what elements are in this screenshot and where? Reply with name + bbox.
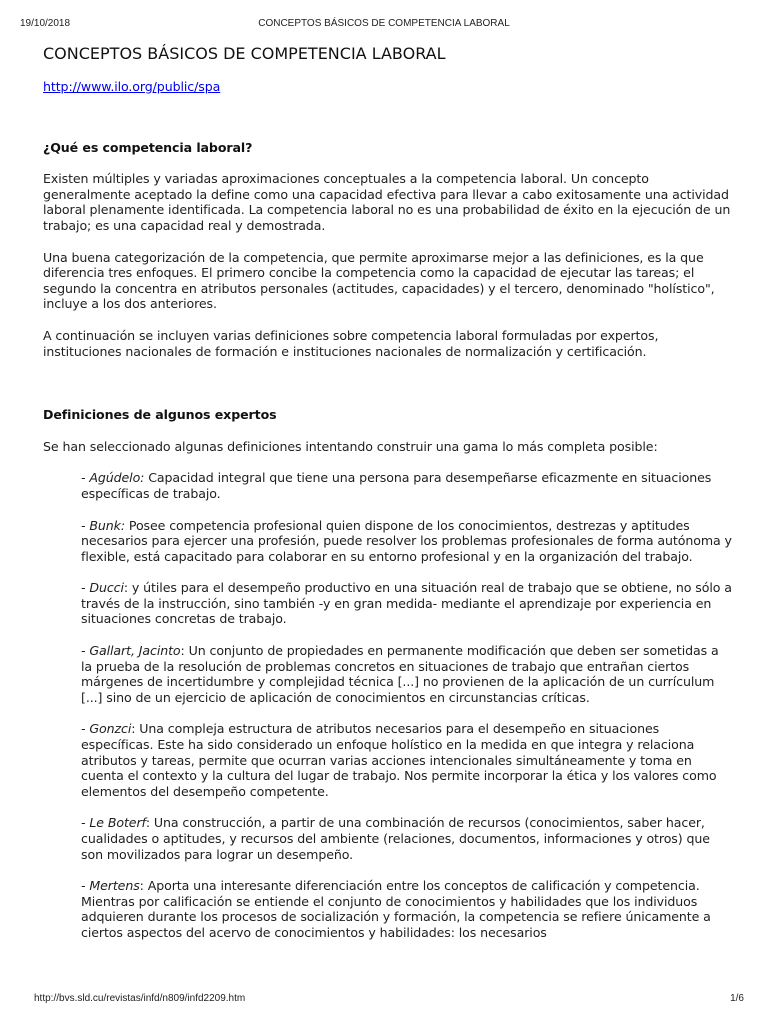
- definition-item: [81, 643, 733, 705]
- print-footer: [0, 993, 768, 1007]
- document-body: [43, 44, 733, 957]
- definition-author: - Ducci: [81, 580, 124, 596]
- definition-item: [81, 518, 733, 565]
- definition-author: - Mertens: [81, 878, 140, 894]
- definitions-list: [81, 470, 733, 940]
- definition-item: [81, 470, 733, 501]
- definition-text: : Aporta una interesante diferenciación entre los conceptos de calificación y competencia. Mientras por calificación se entiende el conjunto de conocimientos y habilidades que los individuos adquieren durante los procesos de socialización y formación, la competencia se refiere únicamente a ciertos aspectos del acervo de conocimientos y habilidades: los necesarios: [81, 878, 711, 940]
- section-heading-definitions: Definiciones de algunos expertos: [43, 407, 277, 423]
- paragraph: Existen múltiples y variadas aproximaciones conceptuales a la competencia laboral. Un concepto generalmente aceptado la define como una capacidad efectiva para llevar a cabo exitosamente una actividad laboral plenamente identificada. La competencia laboral no es una probabilidad de éxito en la ejecución de un trabajo; es una capacidad real y demostrada.: [43, 171, 731, 233]
- page-title: CONCEPTOS BÁSICOS DE COMPETENCIA LABORAL: [43, 44, 446, 63]
- definition-author: - Le Boterf: [81, 815, 146, 831]
- definition-text: : y útiles para el desempeño productivo en una situación real de trabajo que se obtiene, no sólo a través de la instrucción, sino también -y en gran medida- mediante el aprendizaje por experiencia en situaciones concretas de trabajo.: [81, 580, 732, 627]
- definition-author: - Gonzci: [81, 721, 132, 737]
- definition-text: Posee competencia profesional quien dispone de los conocimientos, destrezas y aptitudes necesarios para ejercer una profesión, puede resolver los problemas profesionales de forma autónoma y flexible, está capacitado para colaborar en su entorno profesional y en la organización del trabajo.: [81, 517, 732, 564]
- section-heading-what-is: ¿Qué es competencia laboral?: [43, 139, 253, 155]
- paragraph: A continuación se incluyen varias definiciones sobre competencia laboral formuladas por expertos, instituciones nacionales de formación e instituciones nacionales de normalización y certificación.: [43, 327, 659, 359]
- definition-author: - Gallart, Jacinto: [81, 643, 181, 659]
- definition-text: : Una construcción, a partir de una combinación de recursos (conocimientos, saber hacer, cualidades o aptitudes, y recursos del ambiente (relaciones, documentos, informaciones y otros) que son movilizados para lograr un desempeño.: [81, 815, 710, 862]
- paragraph-intro: Se han seleccionado algunas definiciones intentando construir una gama lo más completa posible:: [43, 438, 658, 454]
- definition-text: : Una compleja estructura de atributos necesarios para el desempeño en situaciones específicas. Este ha sido considerado un enfoque holístico en la medida en que integra y relaciona atributos y tareas, permite que ocurran varias acciones intencionales simultáneamente y toma en cuenta el contexto y la cultura del lugar de trabajo. Nos permite incorporar la ética y los valores como elementos del desempeño competente.: [81, 721, 717, 799]
- print-header: [0, 18, 768, 32]
- definition-text: : Un conjunto de propiedades en permanente modificación que deben ser sometidas a la prueba de la resolución de problemas concretos en situaciones de trabajo que entrañan ciertos márgenes de incertidumbre y complejidad técnica [...] no provienen de la aplicación de un currículum [...] sino de un ejercicio de aplicación de conocimientos en circunstancias críticas.: [81, 643, 719, 705]
- definition-item: [81, 580, 733, 627]
- paragraph: Una buena categorización de la competencia, que permite aproximarse mejor a las definiciones, es la que diferencia tres enfoques. El primero concibe la competencia como la capacidad de ejecutar las tareas; el segundo la concentra en atributos personales (actitudes, capacidades) y el tercero, denominado "holístico", incluye a los dos anteriores.: [43, 249, 715, 312]
- definition-text: Capacidad integral que tiene una persona para desempeñarse eficazmente en situaciones específicas de trabajo.: [81, 470, 712, 501]
- source-link[interactable]: http://www.ilo.org/public/spa: [43, 79, 221, 94]
- page-number: 1/6: [730, 993, 744, 1004]
- print-title: CONCEPTOS BÁSICOS DE COMPETENCIA LABORAL: [258, 18, 510, 29]
- definition-item: [81, 878, 733, 940]
- print-url: http://bvs.sld.cu/revistas/infd/n809/infd2209.htm: [34, 993, 246, 1004]
- print-date: 19/10/2018: [20, 18, 71, 29]
- definition-author: - Agúdelo:: [81, 470, 145, 486]
- definition-item: [81, 815, 733, 862]
- definition-author: - Bunk:: [81, 517, 125, 533]
- definition-item: [81, 721, 733, 799]
